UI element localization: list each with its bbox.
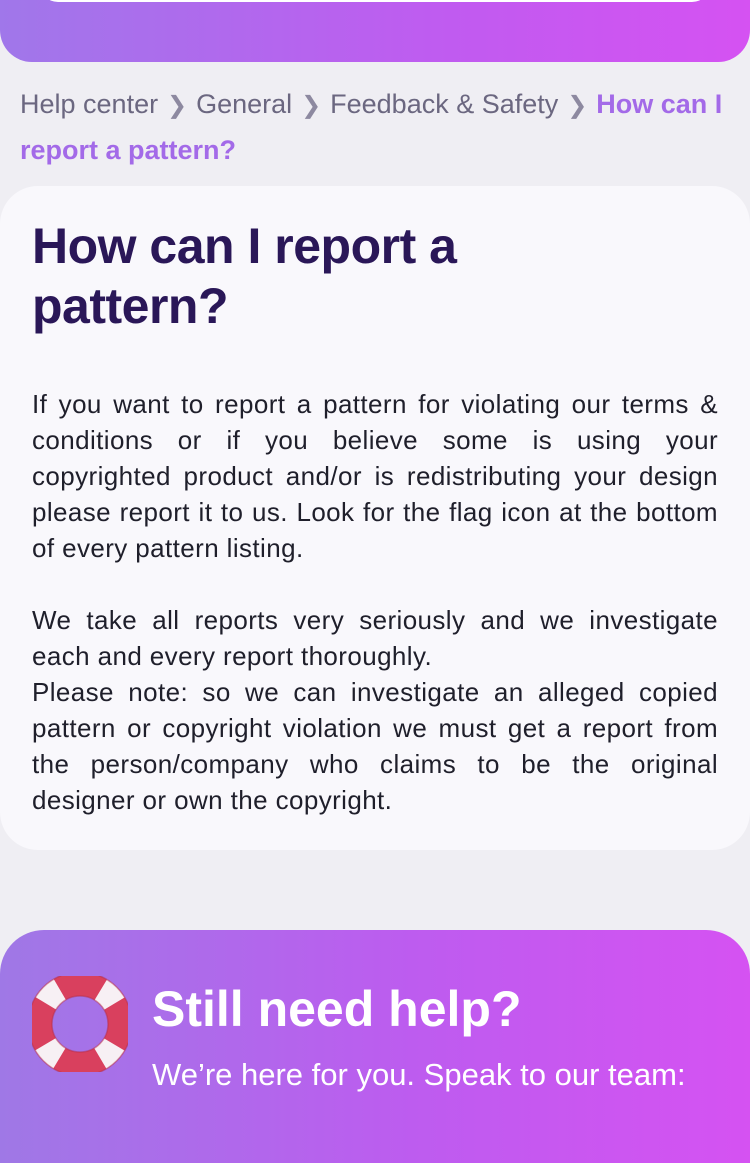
breadcrumb-feedback-safety[interactable]: Feedback & Safety xyxy=(330,89,559,119)
breadcrumb-current: How can I report a pattern? xyxy=(20,89,723,165)
page-title: How can I report a pattern? xyxy=(32,218,457,334)
breadcrumb-general[interactable]: General xyxy=(196,89,293,119)
help-title: Still need help? xyxy=(152,981,522,1037)
chevron-right-icon: ❯ xyxy=(567,92,588,119)
breadcrumb-help-center[interactable]: Help center xyxy=(20,89,159,119)
lifebuoy-icon xyxy=(32,976,128,1072)
article-paragraph: If you want to report a pattern for violating our terms & conditions or if you believe some is using your copyrighted product and/or is redistributing your design please report it to us. Look for the flag icon at the bottom of every pattern listing. xyxy=(32,389,718,563)
top-banner xyxy=(0,0,750,62)
search-bar-bottom[interactable] xyxy=(40,0,710,2)
article-paragraph: Please note: so we can investigate an alleged copied pattern or copyright violation we must get a report from the person/company who claims to be the original designer or own the copyright. xyxy=(32,677,718,815)
article-paragraph: We take all reports very seriously and we investigate each and every report thoroughly. xyxy=(32,605,718,671)
breadcrumb xyxy=(20,82,730,172)
chevron-right-icon: ❯ xyxy=(167,92,188,119)
chevron-right-icon: ❯ xyxy=(301,92,322,119)
help-subtitle: We’re here for you. Speak to our team: xyxy=(152,1057,686,1092)
article-body xyxy=(32,386,718,818)
